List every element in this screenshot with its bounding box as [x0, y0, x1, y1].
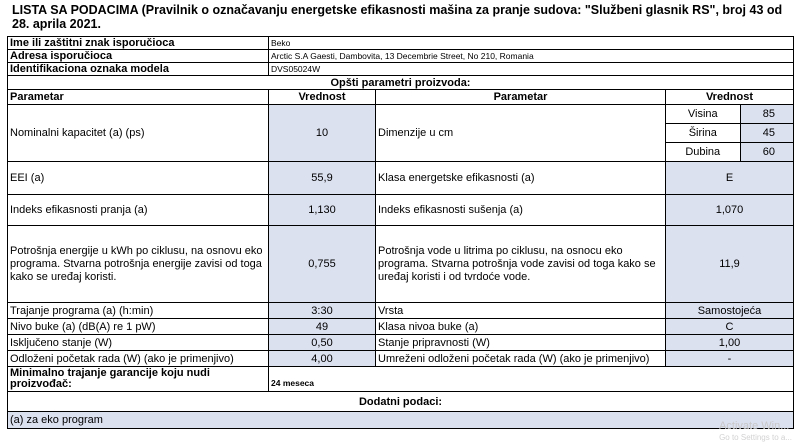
- info-value: Arctic S.A Gaesti, Dambovita, 13 Decembrie Street, No 210, Romania: [269, 50, 794, 63]
- info-value: DVS05024W: [269, 63, 794, 76]
- watermark-line-2: Go to Settings to a...: [719, 433, 792, 442]
- wash-index-value: 1,130: [269, 195, 376, 226]
- type-label: Vrsta: [376, 303, 666, 319]
- duration-value: 3:30: [269, 303, 376, 319]
- section-general-header: Opšti parametri proizvoda:: [8, 76, 794, 90]
- off-mode-label: Isključeno stanje (W): [8, 335, 269, 351]
- info-row-model: [8, 63, 794, 76]
- type-value: Samostojeća: [666, 303, 794, 319]
- section-additional-header: Dodatni podaci:: [8, 392, 794, 412]
- standby-value: 1,00: [666, 335, 794, 351]
- dry-index-value: 1,070: [666, 195, 794, 226]
- windows-activation-watermark: [719, 421, 792, 443]
- header-value: Vrednost: [666, 90, 794, 105]
- water-consumption-label: Potrošnja vode u litrima po ciklusu, na osnocu eko programa. Stvarna potrošnja vode zavisi od toga kako se uređaj koristi i od tvrdoće vode.: [376, 226, 666, 303]
- capacity-label: Nominalni kapacitet (a) (ps): [8, 105, 269, 162]
- dry-index-label: Indeks efikasnosti sušenja (a): [376, 195, 666, 226]
- info-label: Ime ili zaštitni znak isporučioca: [8, 37, 269, 50]
- off-mode-value: 0,50: [269, 335, 376, 351]
- noise-label: Nivo buke (a) (dB(A) re 1 pW): [8, 319, 269, 335]
- noise-class-value: C: [666, 319, 794, 335]
- info-row-address: [8, 50, 794, 63]
- info-label: Identifikaciona oznaka modela: [8, 63, 269, 76]
- capacity-value: 10: [269, 105, 376, 162]
- product-data-sheet: [7, 36, 794, 429]
- noise-class-label: Klasa nivoa buke (a): [376, 319, 666, 335]
- column-header-row: [8, 90, 794, 105]
- eei-value: 55,9: [269, 162, 376, 195]
- energy-class-label: Klasa energetske efikasnosti (a): [376, 162, 666, 195]
- page-title: LISTA SA PODACIMA (Pravilnik o označavanju energetske efikasnosti mašina za pranje sudova: "Službeni glasnik RS", broj 43 od 28. aprila 2021.: [12, 3, 783, 31]
- wash-index-label: Indeks efikasnosti pranja (a): [8, 195, 269, 226]
- duration-label: Trajanje programa (a) (h:min): [8, 303, 269, 319]
- dimension-height-label: Visina: [666, 105, 740, 124]
- energy-consumption-label: Potrošnja energije u kWh po ciklusu, na osnovu eko programa. Stvarna potrošnja energije zavisi od toga kako se uređaj koristi.: [8, 226, 269, 303]
- info-label: Adresa isporučioca: [8, 50, 269, 63]
- dimension-width-value: 45: [740, 124, 793, 143]
- dimensions-label: Dimenzije u cm: [376, 105, 666, 162]
- delay-start-label: Odloženi početak rada (W) (ako je primenjivo): [8, 351, 269, 367]
- watermark-line-1: Activate Win...: [719, 420, 790, 432]
- energy-consumption-value: 0,755: [269, 226, 376, 303]
- header-param: Parametar: [376, 90, 666, 105]
- dimension-width-label: Širina: [666, 124, 740, 143]
- dimension-height-value: 85: [740, 105, 793, 124]
- info-value: Beko: [269, 37, 794, 50]
- water-consumption-value: 11,9: [666, 226, 794, 303]
- header-value: Vrednost: [269, 90, 376, 105]
- footnote: (a) za eko program: [8, 412, 794, 429]
- header-param: Parametar: [8, 90, 269, 105]
- delay-start-value: 4,00: [269, 351, 376, 367]
- dimensions-cell: [666, 105, 794, 162]
- dimension-depth-label: Dubina: [666, 143, 740, 162]
- eei-label: EEI (a): [8, 162, 269, 195]
- networked-delay-value: -: [666, 351, 794, 367]
- warranty-value: 24 meseca: [269, 367, 794, 392]
- dimension-depth-value: 60: [740, 143, 793, 162]
- info-row-supplier: [8, 37, 794, 50]
- standby-label: Stanje pripravnosti (W): [376, 335, 666, 351]
- energy-class-value: E: [666, 162, 794, 195]
- warranty-label: Minimalno trajanje garancije koju nudi proizvođač:: [8, 367, 269, 392]
- networked-delay-label: Umreženi odloženi početak rada (W) (ako je primenjivo): [376, 351, 666, 367]
- noise-value: 49: [269, 319, 376, 335]
